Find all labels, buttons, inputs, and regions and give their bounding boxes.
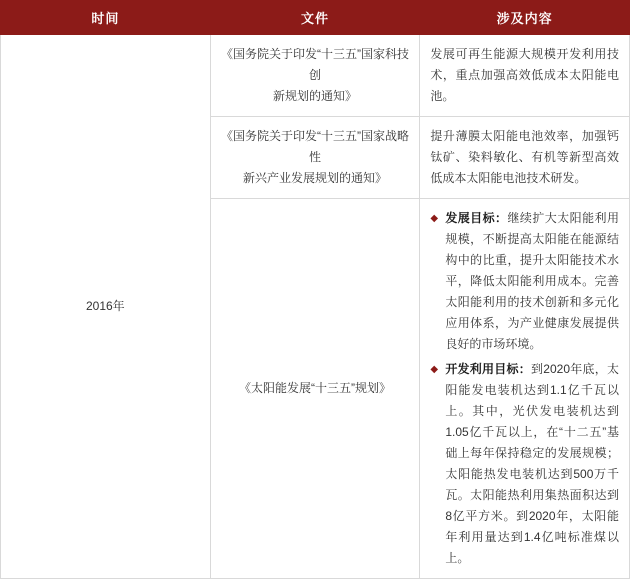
diamond-icon: ◆ <box>430 364 439 375</box>
table-body <box>1 35 630 579</box>
cell-content <box>420 35 630 117</box>
table-row <box>1 35 630 117</box>
content-bullet <box>430 359 619 569</box>
cell-time-2016: 2016年 <box>1 35 211 579</box>
bullet-text: 到2020年底，太阳能发电装机达到1.1亿千瓦以上。其中，光伏发电装机达到1.05亿千瓦以上，在“十二五”基础上每年保持稳定的发展规模；太阳能热发电装机达到500万千瓦。太阳能热利用集热面积达到8亿平方米。到2020年，太阳能年利用量达到1.4亿吨标准煤以上。 <box>445 362 619 565</box>
bullet-text: 继续扩大太阳能利用规模，不断提高太阳能在能源结构中的比重，提升太阳能技术水平，降低太阳能利用成本。完善太阳能利用的技术创新和多元化应用体系，为产业健康发展提供良好的市场环境。 <box>445 211 619 351</box>
document-title-line: 新规划的通知》 <box>272 89 357 103</box>
document-title-line: 《国务院关于印发“十三五”国家科技创 <box>220 47 409 82</box>
content-paragraph: 发展可再生能源大规模开发利用技术，重点加强高效低成本太阳能电池。 <box>430 47 619 103</box>
content-paragraph: 提升薄膜太阳能电池效率，加强钙钛矿、染料敏化、有机等新型高效低成本太阳能电池技术研发。 <box>430 129 619 185</box>
bullet-label: 发展目标： <box>445 211 508 225</box>
cell-content <box>420 117 630 199</box>
column-header-content: 涉及内容 <box>420 1 630 35</box>
content-bullet <box>430 208 619 355</box>
diamond-icon: ◆ <box>430 213 439 224</box>
cell-document <box>210 117 420 199</box>
document-title-line: 《太阳能发展“十三五”规划》 <box>238 381 391 395</box>
document-title-line: 新兴产业发展规划的通知》 <box>242 171 387 185</box>
column-header-document: 文件 <box>210 1 420 35</box>
column-header-time: 时间 <box>1 1 211 35</box>
cell-document <box>210 35 420 117</box>
cell-document <box>210 199 420 579</box>
bullet-label: 开发利用目标： <box>445 362 532 376</box>
table-header <box>1 1 630 35</box>
document-title-line: 《国务院关于印发“十三五”国家战略性 <box>220 129 409 164</box>
cell-content <box>420 199 630 579</box>
table-header-row <box>1 1 630 35</box>
